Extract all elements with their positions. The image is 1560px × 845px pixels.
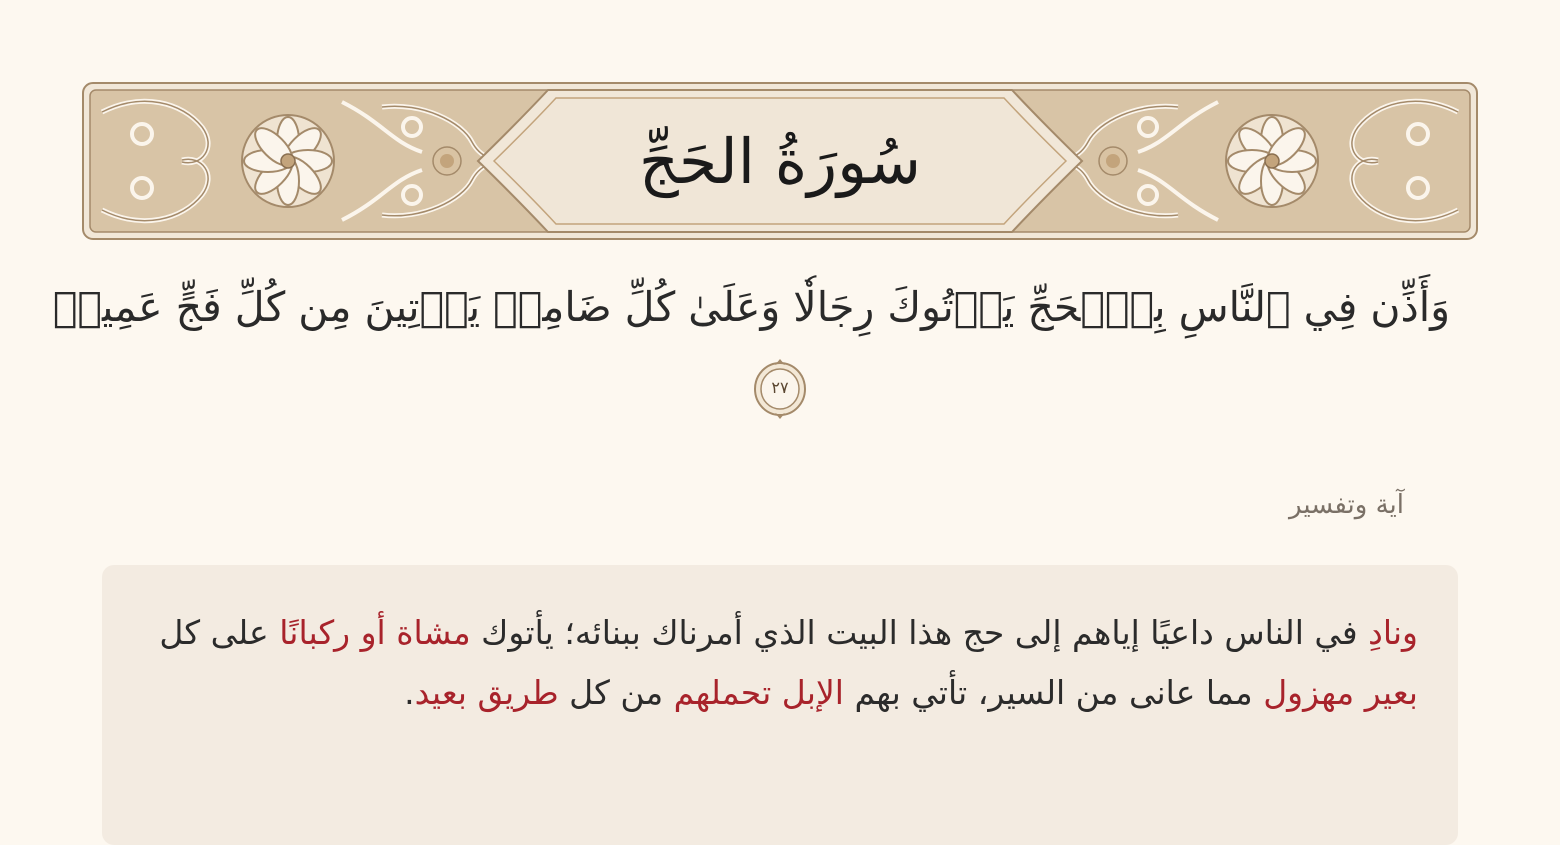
- ayah-number: ٢٧: [771, 377, 789, 397]
- tafsir-text-segment: مما عانى من السير، تأتي بهم: [843, 673, 1264, 712]
- section-label: آية وتفسير: [1289, 490, 1404, 520]
- tafsir-highlight-word: بعير: [1364, 673, 1418, 712]
- tafsir-text-segment: [386, 613, 397, 652]
- tafsir-highlight-word: الإبل: [781, 673, 844, 712]
- tafsir-text-segment: [771, 673, 782, 712]
- tafsir-highlight-word: بعيد: [414, 673, 467, 712]
- tafsir-highlight-word: ونادِ: [1368, 613, 1418, 652]
- ayah-number-marker: [752, 355, 808, 419]
- tafsir-text: [148, 603, 1418, 723]
- tafsir-text-segment: .: [404, 673, 415, 712]
- tafsir-text-segment: على كل: [159, 613, 280, 652]
- surah-title: سُورَةُ الحَجِّ: [638, 124, 922, 198]
- tafsir-highlight-word: مشاة: [396, 613, 471, 652]
- tafsir-highlight-word: تحملهم: [673, 673, 772, 712]
- surah-header-banner: [82, 82, 1478, 240]
- tafsir-highlight-word: مهزول: [1263, 673, 1355, 712]
- ayah-text: وَأَذِّن فِي ٱلنَّاسِ بِٱلۡحَجِّ يَأۡتُوكَ رِجَالٗا وَعَلَىٰ كُلِّ ضَامِرٖ يَأۡتِينَ مِن كُلِّ فَجٍّ عَمِيقٖ: [52, 283, 1450, 331]
- tafsir-text-segment: في الناس داعيًا إياهم إلى حج هذا البيت الذي أمرناك ببنائه؛ يأتوك: [470, 613, 1369, 652]
- tafsir-text-segment: من كل: [558, 673, 674, 712]
- tafsir-text-segment: [1354, 673, 1365, 712]
- tafsir-text-segment: [467, 673, 478, 712]
- tafsir-highlight-word: ركبانًا: [279, 613, 351, 652]
- tafsir-card: [102, 565, 1458, 845]
- tafsir-highlight-word: أو: [360, 613, 386, 652]
- tafsir-highlight-word: طريق: [477, 673, 559, 712]
- tafsir-text-segment: [350, 613, 361, 652]
